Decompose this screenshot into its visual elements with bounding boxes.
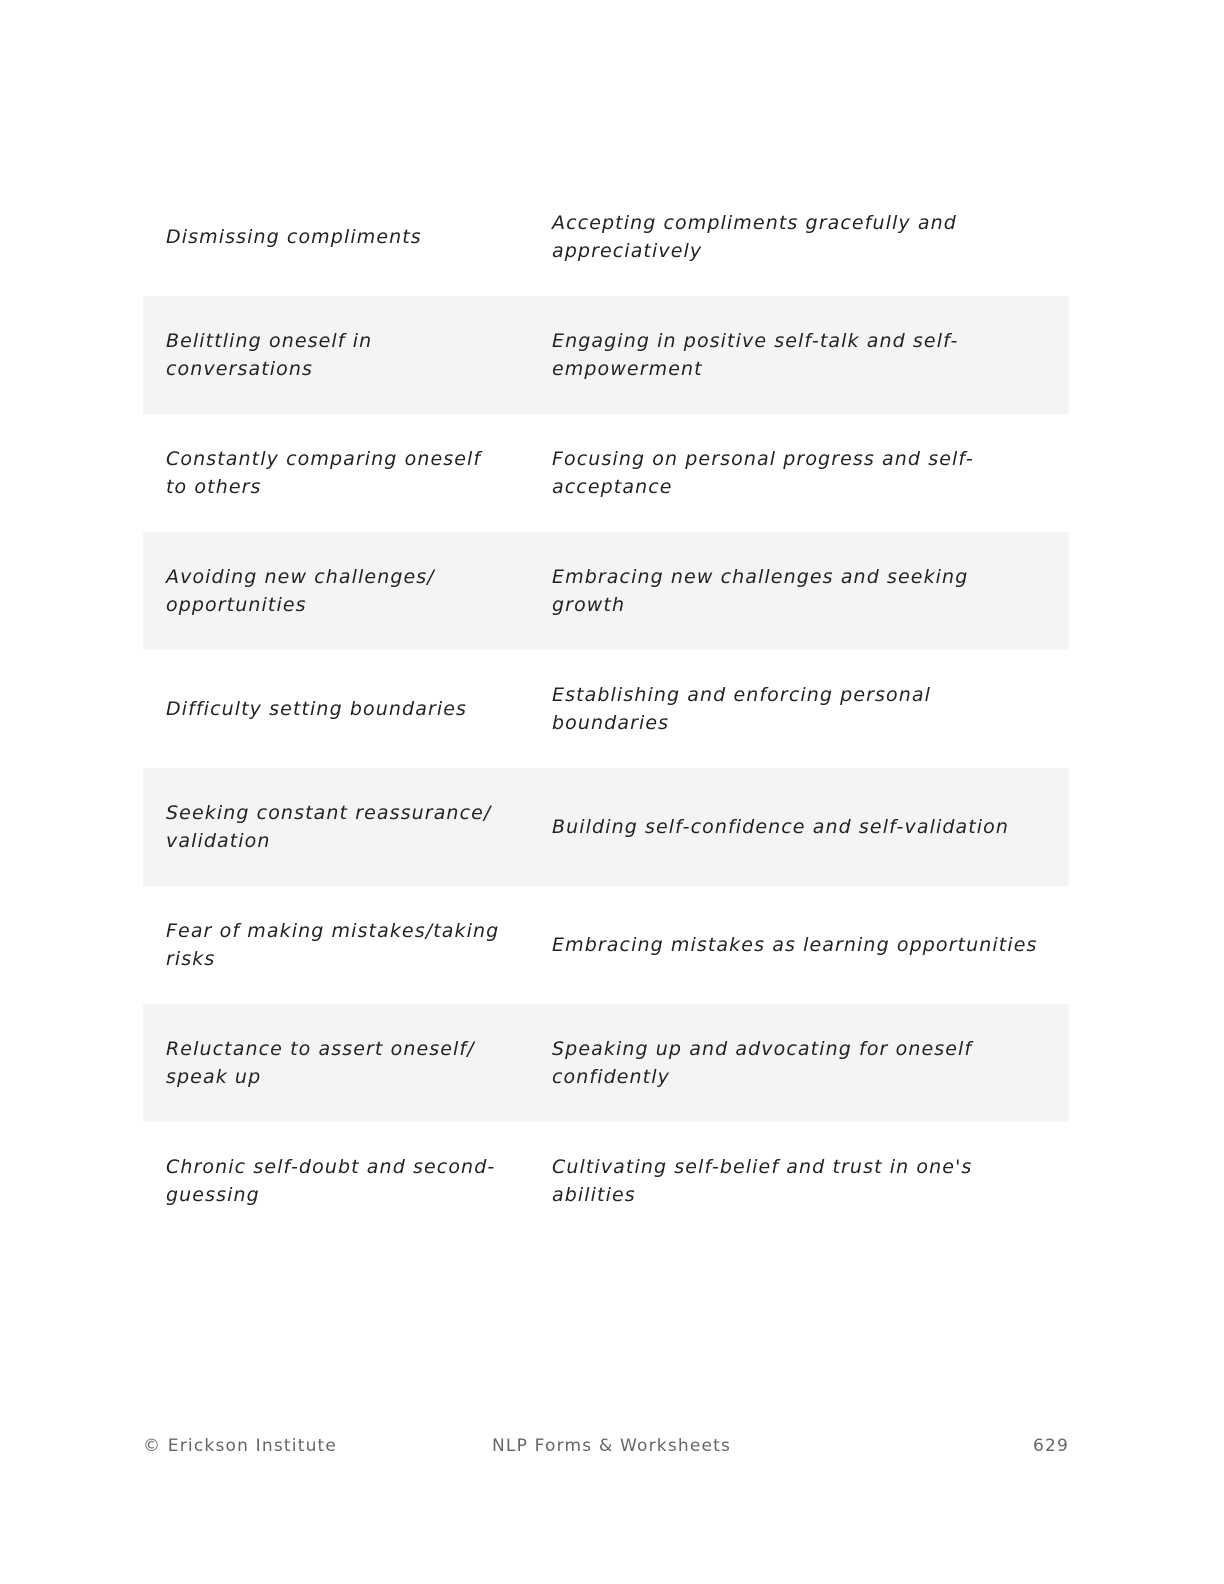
book-title: NLP Forms & Worksheets	[492, 1436, 732, 1456]
table-row	[143, 414, 1069, 532]
behavior-cell: Belittling oneself in conversations	[166, 330, 373, 380]
alternative-cell: Speaking up and advocating for oneself confidently	[552, 1038, 973, 1088]
behavior-cell: Avoiding new challenges/ opportunities	[166, 566, 435, 616]
behavior-cell: Reluctance to assert oneself/ speak up	[166, 1038, 475, 1088]
table-row	[143, 1004, 1069, 1122]
behavior-cell: Seeking constant reassurance/ validation	[166, 802, 492, 852]
alternative-cell: Embracing new challenges and seeking growth	[552, 566, 969, 616]
comparison-table	[143, 178, 1069, 1240]
table-row	[143, 768, 1069, 886]
alternative-cell: Accepting compliments gracefully and appreciatively	[552, 212, 957, 262]
behavior-cell: Chronic self-doubt and second-guessing	[166, 1156, 496, 1206]
behavior-cell: Fear of making mistakes/taking risks	[166, 920, 500, 970]
alternative-cell: Building self-confidence and self-validation	[552, 816, 1010, 838]
alternative-cell: Focusing on personal progress and self-acceptance	[552, 448, 974, 498]
table-row	[143, 650, 1069, 768]
table-row	[143, 1122, 1069, 1240]
page-footer	[143, 1436, 1069, 1460]
copyright-text: © Erickson Institute	[143, 1436, 338, 1456]
table-row	[143, 178, 1069, 296]
behavior-cell: Constantly comparing oneself to others	[166, 448, 482, 498]
alternative-cell: Engaging in positive self-talk and self-empowerment	[552, 330, 959, 380]
page-number: 629	[1032, 1436, 1069, 1456]
behavior-cell: Difficulty setting boundaries	[166, 698, 468, 720]
alternative-cell: Establishing and enforcing personal boundaries	[552, 684, 932, 734]
table-row	[143, 532, 1069, 650]
table-row	[143, 886, 1069, 1004]
alternative-cell: Embracing mistakes as learning opportunities	[552, 934, 1038, 956]
behavior-cell: Dismissing compliments	[166, 226, 422, 248]
alternative-cell: Cultivating self-belief and trust in one's abilities	[552, 1156, 973, 1206]
table-row	[143, 296, 1069, 414]
